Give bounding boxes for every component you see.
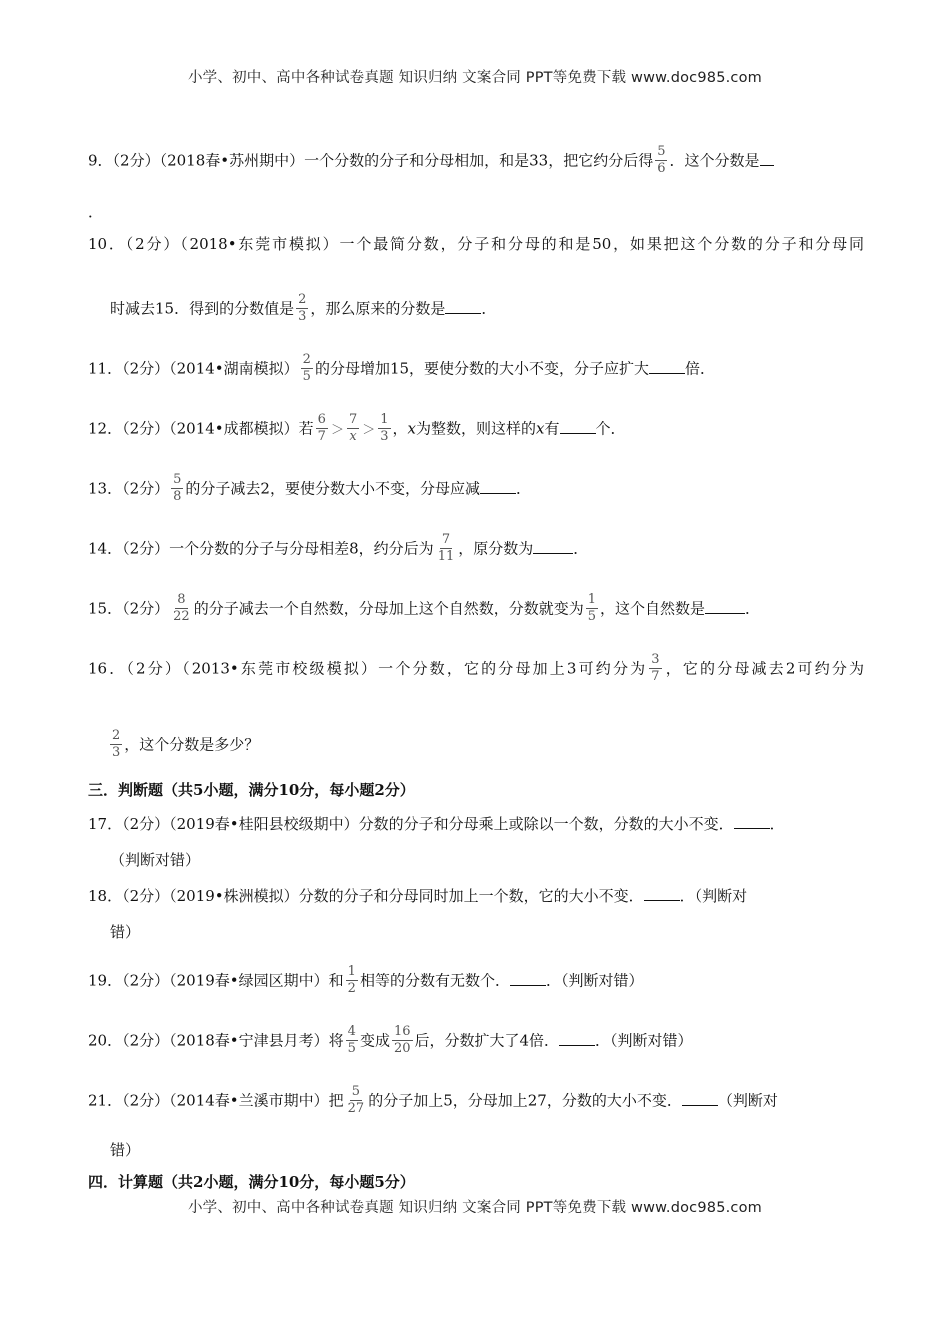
- answer-blank: [734, 814, 770, 829]
- fraction: $\frac{7}{11}$: [437, 532, 455, 564]
- question-16-line2: $\frac{2}{3}$ ，这个分数是多少？: [112, 728, 260, 760]
- fraction: $\frac{4}{5}$: [347, 1024, 356, 1056]
- question-15: 15．（2分） $\frac{8}{22}$ 的分子减去一个自然数，分母加上这个自然数，分数就变为 $\frac{1}{5}$ ，这个自然数是 ．: [88, 592, 761, 624]
- question-10-line2: 时减去15．得到的分数值是 $\frac{2}{3}$ ，那么原来的分数是 ．: [110, 292, 497, 324]
- fraction: $\frac{16}{20}$: [393, 1024, 411, 1056]
- fraction: $\frac{5}{6}$: [657, 144, 666, 176]
- question-21-line2: 错）: [110, 1141, 141, 1159]
- answer-blank: [760, 151, 774, 166]
- footer-banner: 小学、初中、高中各种试卷真题 知识归纳 文案合同 PPT等免费下载 www.doc985.com: [187, 1200, 763, 1216]
- question-9-end: ．: [88, 203, 104, 221]
- header-banner: 小学、初中、高中各种试卷真题 知识归纳 文案合同 PPT等免费下载 www.doc985.com: [187, 70, 763, 86]
- question-21: 21．（2分）（2014春•兰溪市期中）把 $\frac{5}{27}$ 的分子加上5，分母加上27，分数的大小不变． （判断对: [88, 1084, 778, 1116]
- question-10-line1: 10．（2分）（2018•东莞市模拟）一个最简分数，分子和分母的和是50，如果把这个分数的分子和分母同: [88, 235, 864, 253]
- answer-blank: [480, 479, 516, 494]
- fraction: $\frac{1}{2}$: [347, 964, 356, 996]
- fraction: $\frac{3}{7}$: [651, 652, 660, 684]
- question-9: 9．（2分）（2018春•苏州期中）一个分数的分子和分母相加，和是33，把它约分后得 $\frac{5}{6}$ ．这个分数是: [88, 146, 864, 177]
- question-16: 16．（2分）（2013•东莞市校级模拟）一个分数，它的分母加上3可约分为 $\frac{3}{7}$ ，它的分母减去2可约分为: [88, 652, 865, 684]
- answer-blank: [445, 299, 481, 314]
- question-11: 11．（2分）（2014•湖南模拟） $\frac{2}{5}$ 的分母增加15，要使分数的大小不变，分子应扩大 倍．: [88, 352, 716, 384]
- section-3-heading: 三．判断题（共5小题，满分10分，每小题2分）: [88, 781, 415, 799]
- question-17-line2: （判断对错）: [110, 851, 201, 869]
- fraction: $\frac{1}{3}$: [380, 412, 389, 444]
- section-4-heading: 四．计算题（共2小题，满分10分，每小题5分）: [88, 1173, 415, 1191]
- fraction: $\frac{1}{5}$: [587, 592, 596, 624]
- question-14: 14．（2分）一个分数的分子与分母相差8，约分后为 $\frac{7}{11}$ ，原分数为 ．: [88, 532, 589, 564]
- fraction: $\frac{2}{3}$: [112, 728, 121, 760]
- fraction: $\frac{8}{22}$: [173, 592, 190, 624]
- answer-blank: [649, 359, 685, 374]
- question-12: 12．（2分）（2014•成都模拟）若 $\frac{6}{7}$ ＞ $\frac{7}{x}$ ＞ $\frac{1}{3}$ ，x为整数，则这样的x有 个．: [88, 412, 626, 444]
- answer-blank: [560, 419, 596, 434]
- fraction: $\frac{5}{27}$: [347, 1084, 365, 1116]
- fraction: $\frac{6}{7}$: [317, 412, 326, 444]
- question-20: 20．（2分）（2018春•宁津县月考）将 $\frac{4}{5}$ 变成 $\frac{16}{20}$ 后，分数扩大了4倍． ．（判断对错）: [88, 1024, 693, 1056]
- answer-blank: [644, 886, 680, 901]
- question-18-line2: 错）: [110, 923, 141, 941]
- fraction: $\frac{2}{3}$: [298, 292, 307, 324]
- question-18: 18．（2分）（2019•株洲模拟）分数的分子和分母同时加上一个数，它的大小不变． ．（判断对: [88, 887, 748, 905]
- fraction: $\frac{7}{x}$: [348, 412, 358, 444]
- answer-blank: [533, 539, 573, 554]
- question-13: 13．（2分） $\frac{5}{8}$ 的分子减去2，要使分数大小不变，分母应减 ．: [88, 472, 531, 504]
- question-19: 19．（2分）（2019春•绿园区期中）和 $\frac{1}{2}$ 相等的分数有无数个． ．（判断对错）: [88, 964, 644, 996]
- question-17: 17．（2分）（2019春•桂阳县校级期中）分数的分子和分母乘上或除以一个数，分数的大小不变． ．: [88, 815, 785, 833]
- answer-blank: [559, 1031, 595, 1046]
- answer-blank: [682, 1091, 718, 1106]
- fraction: $\frac{2}{5}$: [302, 352, 311, 384]
- fraction: $\frac{5}{8}$: [173, 472, 182, 504]
- answer-blank: [705, 599, 745, 614]
- answer-blank: [510, 971, 546, 986]
